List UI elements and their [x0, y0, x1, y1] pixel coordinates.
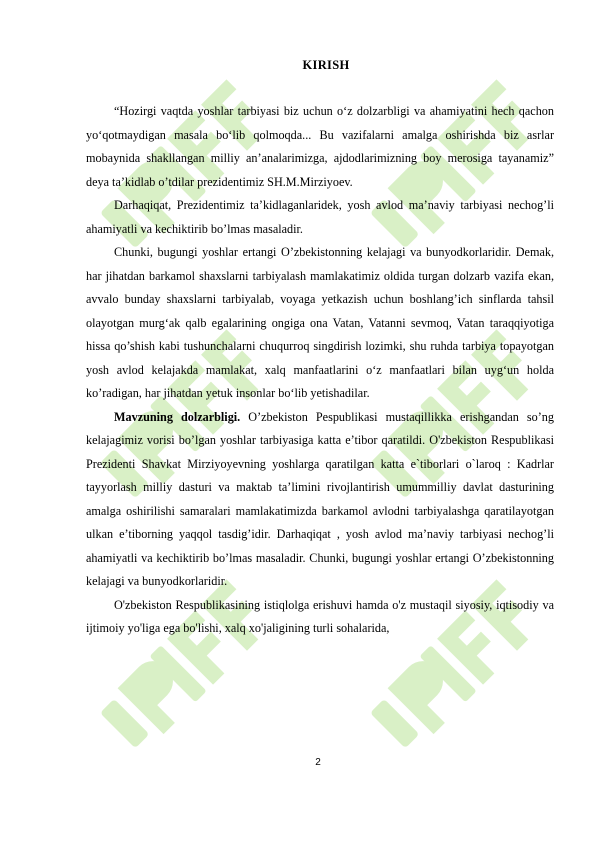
paragraph-text: Darhaqiqat, Prezidentimiz ta’kidlaganlaridek, yosh avlod ma’naviy tarbiyasi nechog’li ahamiyatli va kechiktirib bo’lmas masaladir.: [86, 198, 554, 236]
paragraph-text: Chunki, bugungi yoshlar ertangi O’zbekistonning kelajagi va bunyodkorlaridir. Demak, har jihatdan barkamol shaxslarni tarbiyalash mamlakatimiz oldida turgan dolzarb vazifa ekan, avvalo bunday shaxslarni tarbiyalab, voyaga yetkazish uchun boshlang’ich sinflarda tahsil olayotgan murg‘ak qalb egalarining ongiga ona Vatan, Vatanni sevmoq, Vatan taraqqiyotiga hissa qo’shish kabi tushunchalarni chuqurroq singdirish lozimki, shu ruhda tarbiya topayotgan yosh avlod kelajakda mamlakat, xalq manfaatlarini o‘z manfaatlari bilan uyg‘un holda ko’radigan, har jihatdan yetuk insonlar bo‘lib yetishadilar.: [86, 245, 554, 400]
paragraph-text: O’zbekiston Pespublikasi mustaqillikka erishgandan so’ng kelajagimiz vorisi bo’lgan yoshlar tarbiyasiga katta e’tibor qaratildi. O'zbekiston Respublikasi Prezidenti Shavkat Mirziyoyevning yoshlarga qaratilgan katta e`tiborlari o`laroq : Kadrlar tayyorlash milliy dasturi va maktab ta’limini rivojlantirish umummilliy davlat dasturining amalga oshirilishi samaralari mamlakatimizda barkamol avlodni tarbiyalashga qaratilayotgan ulkan e’tiborning yaqqol tasdig’idir. Darhaqiqat , yosh avlod ma’naviy tarbiyasi nechog’li ahamiyatli va kechiktirib bo’lmas masaladir. Chunki, bugungi yoshlar ertangi O’zbekistonning kelajagi va bunyodkorlaridir.: [86, 409, 554, 588]
paragraph-text: O'zbekiston Respublikasining istiqlolga erishuvi hamda o'z mustaqil siyosiy, iqtisodiy va ijtimoiy yo'liga ega bo'lishi, xalq xo'jaligining turli sohalarida,: [86, 597, 554, 635]
paragraph: [86, 406, 554, 594]
section-lead-heading: Mavzuning dolzarbligi.: [114, 409, 241, 424]
paragraph: [86, 241, 554, 406]
paragraph: [86, 100, 554, 194]
paragraph: [86, 594, 554, 641]
page-number: 2: [315, 757, 321, 768]
page-title: KIRISH: [302, 58, 350, 72]
paragraph: [86, 194, 554, 241]
paragraph-text: “Hozirgi vaqtda yoshlar tarbiyasi biz uchun o‘z dolzarbligi va ahamiyatini hech qachon yo‘qotmaydigan masala bo‘lib qolmoqda... Bu vazifalarni amalga oshirishda biz asrlar mobaynida shakllangan milliy an’analarimizga, ajdodlarimizning boy merosiga tayanamiz” deya ta’kidlab o’tdilar prezidentimiz SH.M.Mirziyoev.: [86, 104, 554, 189]
document-body: [86, 100, 554, 641]
